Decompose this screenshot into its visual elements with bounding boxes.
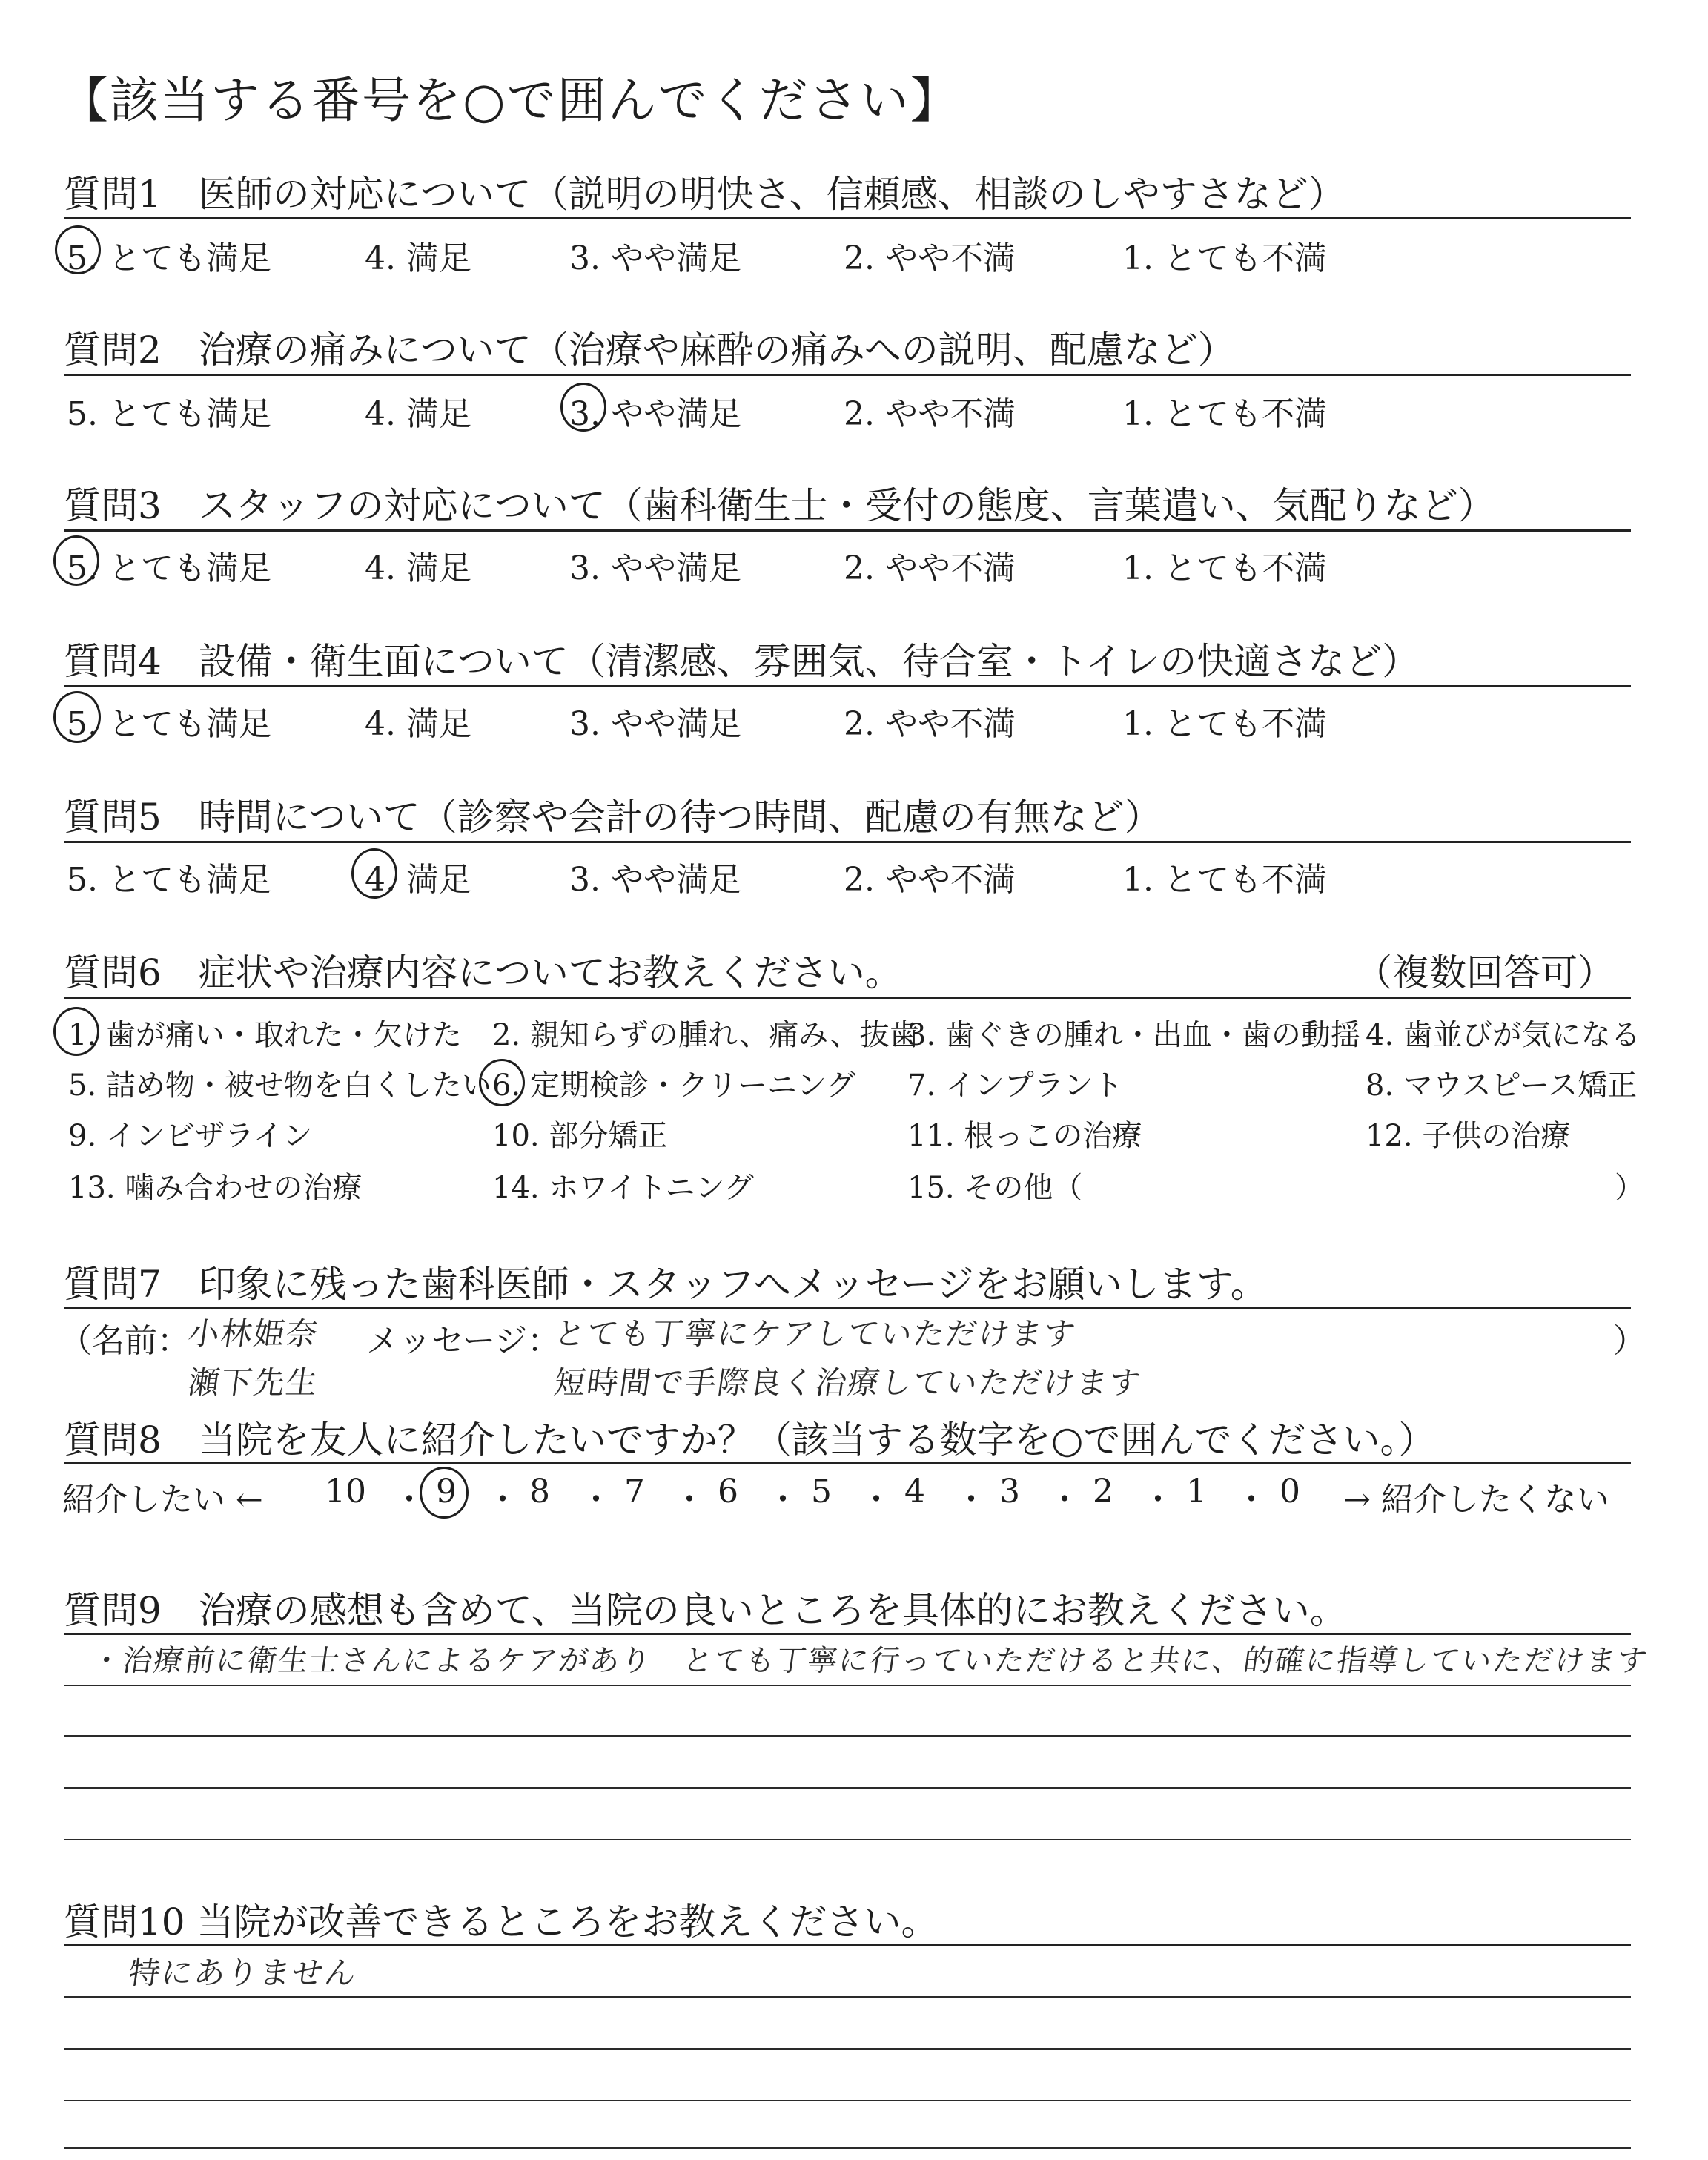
q3-option-4[interactable]: 4. 満足 xyxy=(365,549,471,587)
q8-scale-8[interactable]: 8 xyxy=(529,1473,550,1510)
q6-option-13[interactable]: 13. 噛み合わせの治療 xyxy=(68,1171,363,1205)
q1-option-4[interactable]: 4. 満足 xyxy=(365,240,471,277)
q6-selection-circle-1 xyxy=(53,1007,99,1056)
q5-option-1[interactable]: 1. とても不満 xyxy=(1122,861,1327,899)
q6-option-3[interactable]: 3. 歯ぐきの腫れ・出血・歯の動揺 xyxy=(907,1018,1360,1052)
q8-scale-1[interactable]: 1 xyxy=(1186,1473,1207,1510)
q8-scale-10[interactable]: 10 xyxy=(325,1473,366,1510)
q6-option-15-close-paren: ） xyxy=(1615,1171,1644,1205)
instruction-heading: 【該当する番号を○で囲んでください】 xyxy=(59,72,961,129)
q8-scale-separator: ・ xyxy=(673,1481,706,1519)
q6-option-8[interactable]: 8. マウスピース矯正 xyxy=(1366,1069,1638,1103)
question-1-rule xyxy=(64,217,1631,219)
q3-option-3[interactable]: 3. やや満足 xyxy=(569,549,741,587)
q10-answer-line xyxy=(64,1996,1631,1998)
q6-option-4[interactable]: 4. 歯並びが気になる xyxy=(1366,1018,1641,1052)
q6-option-14[interactable]: 14. ホワイトニング xyxy=(492,1171,754,1205)
q7-name-label: （名前： xyxy=(59,1322,190,1360)
q4-option-3[interactable]: 3. やや満足 xyxy=(569,705,741,743)
question-5-label: 質問5 時間について（診察や会計の待つ時間、配慮の有無など） xyxy=(64,796,1162,839)
q8-right-label: → 紹介したくない xyxy=(1343,1481,1609,1519)
q8-scale-separator: ・ xyxy=(1048,1481,1081,1519)
q3-option-1[interactable]: 1. とても不満 xyxy=(1122,549,1327,587)
q7-close-paren: ） xyxy=(1613,1322,1646,1360)
question-2-rule xyxy=(64,374,1631,376)
q6-option-6[interactable]: 6. 定期検診・クリーニング xyxy=(492,1069,856,1103)
q9-answer-line xyxy=(64,1735,1631,1737)
q2-option-3[interactable]: 3. やや満足 xyxy=(569,395,741,433)
q8-scale-separator: ・ xyxy=(580,1481,612,1519)
q8-scale-7[interactable]: 7 xyxy=(624,1473,645,1510)
q2-option-1[interactable]: 1. とても不満 xyxy=(1122,395,1327,433)
q5-option-4[interactable]: 4. 満足 xyxy=(365,861,471,899)
q6-option-2[interactable]: 2. 親知らずの腫れ、痛み、抜歯 xyxy=(492,1018,919,1052)
q5-selection-circle xyxy=(351,848,397,899)
q6-option-1[interactable]: 1. 歯が痛い・取れた・欠けた xyxy=(68,1018,462,1052)
q9-answer-line xyxy=(64,1787,1631,1789)
q3-option-2[interactable]: 2. やや不満 xyxy=(844,549,1016,587)
q10-answer-line xyxy=(64,2147,1631,2149)
q8-scale-separator: ・ xyxy=(1235,1481,1268,1519)
question-10-rule xyxy=(64,1944,1631,1946)
q10-answer-line xyxy=(64,2048,1631,2050)
q10-answer: 特にありません xyxy=(126,1955,360,1991)
q6-option-15[interactable]: 15. その他（ xyxy=(907,1171,1083,1205)
question-7-rule xyxy=(64,1307,1631,1309)
question-10-label: 質問10 当院が改善できるところをお教えください。 xyxy=(64,1900,939,1943)
q8-scale-2[interactable]: 2 xyxy=(1093,1473,1113,1510)
q9-answer-line xyxy=(64,1685,1631,1686)
q10-answer-line xyxy=(64,2100,1631,2101)
q8-left-label: 紹介したい ← xyxy=(62,1481,263,1519)
q5-option-5[interactable]: 5. とても満足 xyxy=(67,861,271,899)
question-7-label: 質問7 印象に残った歯科医師・スタッフへメッセージをお願いします。 xyxy=(64,1263,1268,1306)
q8-scale-6[interactable]: 6 xyxy=(718,1473,738,1510)
question-5-rule xyxy=(64,841,1631,843)
q1-option-1[interactable]: 1. とても不満 xyxy=(1122,240,1327,277)
q7-name-1: 小林姫奈 xyxy=(185,1315,322,1352)
question-1-label: 質問1 医師の対応について（説明の明快さ、信頼感、相談のしやすさなど） xyxy=(64,173,1345,216)
q1-option-3[interactable]: 3. やや満足 xyxy=(569,240,741,277)
q8-scale-separator: ・ xyxy=(767,1481,799,1519)
q4-selection-circle xyxy=(53,691,101,743)
q6-option-7[interactable]: 7. インプラント xyxy=(907,1069,1123,1103)
q7-message-1: とても丁寧にケアしていただけます xyxy=(552,1315,1079,1352)
q5-option-3[interactable]: 3. やや満足 xyxy=(569,861,741,899)
q7-message-2: 短時間で手際良く治療していただけます xyxy=(552,1364,1145,1401)
q4-option-2[interactable]: 2. やや不満 xyxy=(844,705,1016,743)
question-4-rule xyxy=(64,685,1631,687)
question-3-label: 質問3 スタッフの対応について（歯科衛生士・受付の態度、言葉遣い、気配りなど） xyxy=(64,484,1495,527)
q4-option-1[interactable]: 1. とても不満 xyxy=(1122,705,1327,743)
q8-scale-0[interactable]: 0 xyxy=(1280,1473,1300,1510)
q6-option-9[interactable]: 9. インビザライン xyxy=(68,1119,313,1153)
q6-option-12[interactable]: 12. 子供の治療 xyxy=(1366,1119,1571,1153)
question-8-label: 質問8 当院を友人に紹介したいですか？（該当する数字を○で囲んでください。） xyxy=(64,1418,1436,1462)
q8-scale-5[interactable]: 5 xyxy=(811,1473,832,1510)
question-8-rule xyxy=(64,1462,1631,1464)
question-6-label: 質問6 症状や治療内容についてお教えください。 xyxy=(64,951,902,994)
question-2-label: 質問2 治療の痛みについて（治療や麻酔の痛みへの説明、配慮など） xyxy=(64,328,1235,371)
q6-option-11[interactable]: 11. 根っこの治療 xyxy=(907,1119,1142,1153)
q5-option-2[interactable]: 2. やや不満 xyxy=(844,861,1016,899)
q8-scale-separator: ・ xyxy=(486,1481,519,1519)
q2-option-4[interactable]: 4. 満足 xyxy=(365,395,471,433)
q6-option-10[interactable]: 10. 部分矯正 xyxy=(492,1119,668,1153)
question-6-note: （複数回答可） xyxy=(1355,951,1615,994)
q8-scale-separator: ・ xyxy=(393,1481,426,1519)
q8-selection-circle xyxy=(420,1467,469,1519)
q4-option-4[interactable]: 4. 満足 xyxy=(365,705,471,743)
question-3-rule xyxy=(64,529,1631,532)
q8-scale-separator: ・ xyxy=(1142,1481,1174,1519)
q8-scale-3[interactable]: 3 xyxy=(999,1473,1020,1510)
q2-selection-circle xyxy=(560,383,606,432)
q2-option-2[interactable]: 2. やや不満 xyxy=(844,395,1016,433)
q8-scale-separator: ・ xyxy=(860,1481,893,1519)
q6-selection-circle-6 xyxy=(479,1059,525,1106)
q6-option-5[interactable]: 5. 詰め物・被せ物を白くしたい xyxy=(68,1069,491,1103)
q8-scale-4[interactable]: 4 xyxy=(904,1473,925,1510)
q8-scale-separator: ・ xyxy=(955,1481,987,1519)
question-4-label: 質問4 設備・衛生面について（清潔感、雰囲気、待合室・トイレの快適さなど） xyxy=(64,640,1420,683)
q3-selection-circle xyxy=(53,535,99,586)
q7-message-label: メッセージ： xyxy=(366,1322,560,1360)
question-9-rule xyxy=(64,1633,1631,1635)
question-9-label: 質問9 治療の感想も含めて、当院の良いところを具体的にお教えください。 xyxy=(64,1589,1347,1632)
q3-option-5[interactable]: 5. とても満足 xyxy=(67,549,271,587)
q1-option-2[interactable]: 2. やや不満 xyxy=(844,240,1016,277)
q8-scale-9[interactable]: 9 xyxy=(436,1473,457,1510)
q9-answer: ・治療前に衛生士さんによるケアがあり とても丁寧に行っていただけると共に、的確に指導していただけます xyxy=(89,1644,1651,1678)
q1-option-5[interactable]: 5. とても満足 xyxy=(67,240,271,277)
q7-name-2: 瀬下先生 xyxy=(185,1364,322,1401)
q2-option-5[interactable]: 5. とても満足 xyxy=(67,395,271,433)
question-6-rule xyxy=(64,997,1631,999)
q1-selection-circle xyxy=(55,225,101,274)
q4-option-5[interactable]: 5. とても満足 xyxy=(67,705,271,743)
q9-answer-line xyxy=(64,1839,1631,1840)
